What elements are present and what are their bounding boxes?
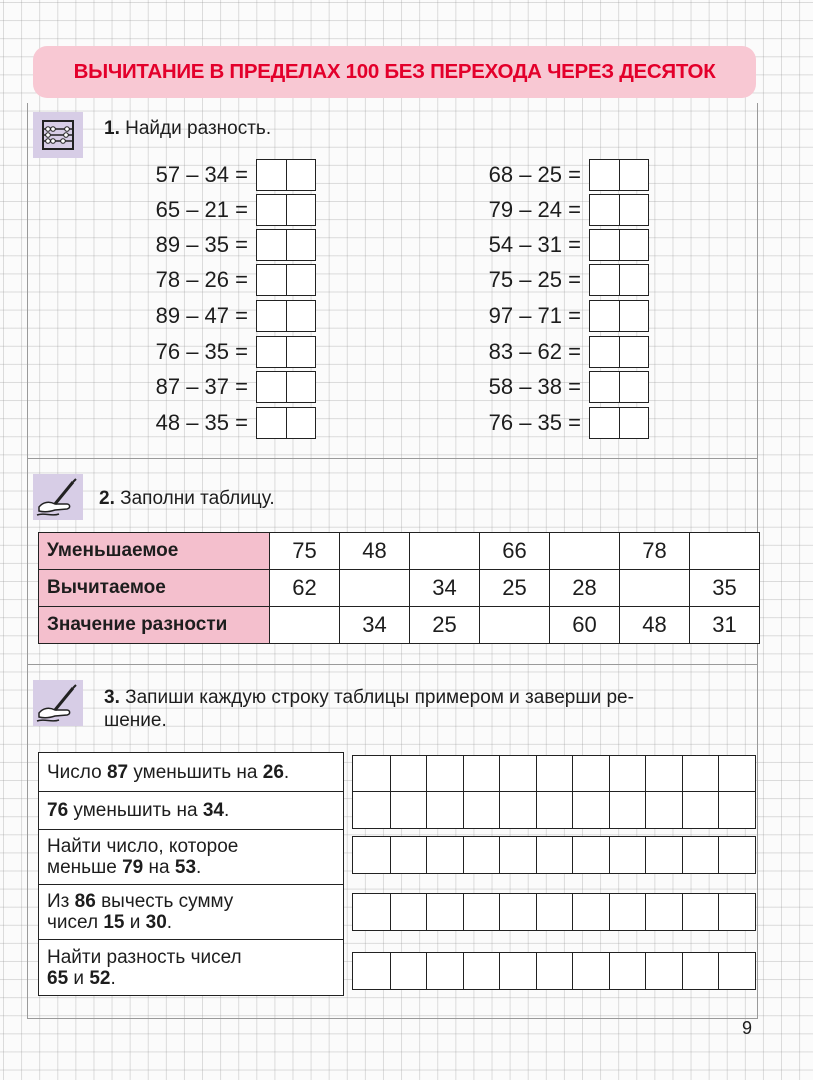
problem-number: 86 (74, 891, 96, 912)
problem-line (47, 762, 289, 783)
answer-cell[interactable] (499, 756, 536, 792)
exercise (463, 229, 649, 261)
answer-cell[interactable] (609, 894, 646, 930)
page-number: 9 (742, 1018, 753, 1038)
answer-cell[interactable] (390, 837, 427, 873)
table-cell: 62 (270, 570, 340, 607)
exercise (463, 371, 649, 403)
problem-number: 76 (47, 800, 69, 821)
problem-text: . (223, 800, 230, 821)
answer-box[interactable] (256, 371, 316, 403)
answer-cell[interactable] (499, 837, 536, 873)
table-cell[interactable] (620, 570, 690, 607)
answer-cell[interactable] (609, 756, 646, 792)
answer-cell[interactable] (353, 756, 390, 792)
answer-cell[interactable] (572, 837, 609, 873)
table-cell[interactable] (340, 570, 410, 607)
answer-box[interactable] (256, 336, 316, 368)
answer-box[interactable] (256, 407, 316, 439)
problem-line (47, 836, 238, 857)
problem-text: . (283, 761, 290, 783)
answer-cell[interactable] (536, 894, 573, 930)
word-problem (39, 791, 343, 829)
answer-box[interactable] (589, 300, 649, 332)
task1-title (104, 118, 271, 140)
problem-number: 87 (106, 761, 129, 783)
answer-cells-row[interactable] (352, 836, 756, 874)
section-divider (27, 458, 758, 459)
exercise (130, 264, 316, 296)
answer-cell[interactable] (718, 792, 755, 828)
answer-cell[interactable] (353, 894, 390, 930)
table-cell: 31 (690, 607, 760, 644)
answer-cell[interactable] (463, 756, 500, 792)
table-cell: 78 (620, 533, 690, 570)
table-cell: 60 (550, 607, 620, 644)
problem-text: вычесть сумму (95, 891, 234, 912)
word-problem (39, 884, 343, 939)
answer-box[interactable] (589, 159, 649, 191)
word-problem (39, 753, 343, 791)
abacus-icon (33, 112, 83, 158)
answer-cell[interactable] (353, 953, 390, 989)
answer-cell[interactable] (426, 756, 463, 792)
answer-cell[interactable] (426, 792, 463, 828)
answer-cell[interactable] (426, 894, 463, 930)
task2-title (99, 488, 275, 510)
answer-cell[interactable] (463, 953, 500, 989)
hand-writing-icon (33, 680, 83, 726)
exercise-expression: 87 – 37 = (155, 374, 248, 399)
problem-text: чисел (47, 912, 104, 933)
answer-cell[interactable] (353, 792, 390, 828)
answer-cell[interactable] (463, 837, 500, 873)
answer-cell[interactable] (682, 792, 719, 828)
problem-line (47, 800, 229, 821)
answer-cells-row[interactable] (352, 755, 756, 793)
answer-cell[interactable] (390, 792, 427, 828)
answer-box[interactable] (256, 194, 316, 226)
table-cell[interactable] (410, 533, 480, 570)
answer-cell[interactable] (682, 953, 719, 989)
answer-box[interactable] (589, 407, 649, 439)
exercise-expression: 58 – 38 = (488, 374, 581, 399)
hand-writing-icon (33, 474, 83, 520)
answer-box[interactable] (589, 264, 649, 296)
problem-line (47, 857, 238, 878)
answer-cell[interactable] (718, 837, 755, 873)
answer-box[interactable] (256, 159, 316, 191)
exercise (130, 336, 316, 368)
problem-number: 79 (122, 857, 144, 878)
answer-cell[interactable] (645, 837, 682, 873)
exercise (130, 407, 316, 439)
exercise (130, 229, 316, 261)
answer-box[interactable] (589, 336, 649, 368)
page-title: ВЫЧИТАНИЕ В ПРЕДЕЛАХ 100 БЕЗ ПЕРЕХОДА ЧЕРЕЗ ДЕСЯТОК (73, 60, 716, 83)
answer-cell[interactable] (426, 953, 463, 989)
answer-cell[interactable] (572, 894, 609, 930)
exercise-expression: 48 – 35 = (155, 410, 248, 435)
task3-text-continued: шение. (104, 710, 167, 731)
problem-number: 53 (174, 857, 197, 878)
exercise-expression: 78 – 26 = (155, 267, 248, 292)
answer-box[interactable] (589, 229, 649, 261)
exercise-expression: 75 – 25 = (488, 267, 581, 292)
table-cell[interactable] (690, 533, 760, 570)
exercise (463, 159, 649, 191)
exercise-expression: 97 – 71 = (488, 303, 581, 328)
answer-cell[interactable] (682, 894, 719, 930)
answer-box[interactable] (589, 194, 649, 226)
exercise-expression: 83 – 62 = (488, 339, 581, 364)
answer-cell[interactable] (682, 756, 719, 792)
exercise-expression: 76 – 35 = (488, 410, 581, 435)
problem-text: уменьшить на (68, 800, 203, 821)
word-problem (39, 939, 343, 995)
answer-cell[interactable] (609, 837, 646, 873)
exercise (463, 336, 649, 368)
table-cell: 34 (410, 570, 480, 607)
problem-text: и (68, 967, 90, 989)
answer-cell[interactable] (718, 953, 755, 989)
task2-number: 2. (99, 488, 115, 509)
problem-text: Найти число, которое (47, 836, 239, 857)
answer-cell[interactable] (609, 792, 646, 828)
exercise-expression: 65 – 21 = (155, 197, 248, 222)
problem-text: Найти разность чисел (47, 946, 242, 968)
answer-cell[interactable] (682, 837, 719, 873)
table-cell: 34 (340, 607, 410, 644)
answer-cell[interactable] (463, 894, 500, 930)
table-cell: 25 (410, 607, 480, 644)
answer-cell[interactable] (390, 756, 427, 792)
problem-line (47, 968, 242, 989)
exercise (130, 371, 316, 403)
exercise (463, 407, 649, 439)
row-header: Вычитаемое (39, 570, 270, 607)
answer-cell[interactable] (645, 953, 682, 989)
exercise (130, 300, 316, 332)
problem-number: 52 (89, 967, 111, 989)
answer-cell[interactable] (499, 894, 536, 930)
answer-cell[interactable] (572, 756, 609, 792)
answer-cell[interactable] (572, 792, 609, 828)
table-cell[interactable] (270, 607, 340, 644)
answer-cell[interactable] (536, 792, 573, 828)
answer-cell[interactable] (645, 756, 682, 792)
answer-box[interactable] (256, 229, 316, 261)
problem-number: 30 (145, 912, 167, 933)
exercise-expression: 79 – 24 = (488, 197, 581, 222)
exercise (130, 159, 316, 191)
table-cell[interactable] (550, 533, 620, 570)
problem-line (47, 947, 242, 968)
answer-cells-row[interactable] (352, 893, 756, 931)
exercise-expression: 89 – 47 = (155, 303, 248, 328)
answer-cell[interactable] (499, 953, 536, 989)
exercise (463, 264, 649, 296)
exercise-expression: 76 – 35 = (155, 339, 248, 364)
table-cell: 35 (690, 570, 760, 607)
task3-title (104, 686, 634, 732)
problem-text: уменьшить на (128, 761, 263, 783)
problem-number: 34 (202, 800, 224, 821)
answer-cell[interactable] (463, 792, 500, 828)
exercise (130, 194, 316, 226)
answer-cell[interactable] (572, 953, 609, 989)
table-cell: 28 (550, 570, 620, 607)
answer-box[interactable] (256, 264, 316, 296)
section-divider (27, 664, 758, 665)
answer-cell[interactable] (536, 837, 573, 873)
task1-number: 1. (104, 118, 120, 139)
answer-cell[interactable] (609, 953, 646, 989)
problem-text: . (166, 912, 173, 933)
exercise-expression: 57 – 34 = (155, 162, 248, 187)
exercise-expression: 89 – 35 = (155, 232, 248, 257)
table-row (39, 533, 760, 570)
exercise-expression: 54 – 31 = (488, 232, 581, 257)
table-row (39, 607, 760, 644)
table-cell: 75 (270, 533, 340, 570)
task3-number: 3. (104, 687, 120, 708)
problem-text: . (110, 967, 116, 989)
answer-cell[interactable] (499, 792, 536, 828)
table-row (39, 570, 760, 607)
answer-cell[interactable] (718, 756, 755, 792)
exercise-expression: 68 – 25 = (488, 162, 581, 187)
problem-number: 65 (47, 967, 69, 989)
answer-cell[interactable] (353, 837, 390, 873)
answer-cells-row[interactable] (352, 791, 756, 829)
word-problem (39, 829, 343, 884)
table-cell: 48 (340, 533, 410, 570)
problem-text: Из (47, 891, 75, 912)
exercise (463, 300, 649, 332)
answer-cell[interactable] (536, 756, 573, 792)
problem-text: на (143, 857, 175, 878)
row-header: Уменьшаемое (39, 533, 270, 570)
task1-text: Найди разность. (125, 118, 272, 139)
answer-cell[interactable] (645, 894, 682, 930)
table-cell: 66 (480, 533, 550, 570)
row-header: Значение разности (39, 607, 270, 644)
table-cell[interactable] (480, 607, 550, 644)
task3-text: Запиши каждую строку таблицы примером и заверши ре- (125, 687, 634, 708)
answer-cell[interactable] (536, 953, 573, 989)
problem-text: меньше (47, 857, 123, 878)
page-title-banner (33, 46, 756, 98)
fill-in-table (38, 532, 760, 644)
answer-box[interactable] (256, 300, 316, 332)
answer-cells-row[interactable] (352, 952, 756, 990)
problem-text: и (124, 912, 146, 933)
answer-cell[interactable] (390, 953, 427, 989)
problem-line (47, 891, 233, 912)
problem-number: 15 (103, 912, 125, 933)
problem-text: Число (47, 761, 107, 783)
answer-cell[interactable] (718, 894, 755, 930)
problem-line (47, 912, 233, 933)
problem-number: 26 (262, 761, 284, 783)
answer-cell[interactable] (390, 894, 427, 930)
answer-cell[interactable] (426, 837, 463, 873)
table-cell: 48 (620, 607, 690, 644)
table-cell: 25 (480, 570, 550, 607)
answer-cell[interactable] (645, 792, 682, 828)
word-problems-list (38, 752, 344, 996)
task2-text: Заполни таблицу. (120, 488, 275, 509)
exercise (463, 194, 649, 226)
answer-box[interactable] (589, 371, 649, 403)
problem-text: . (196, 857, 202, 878)
